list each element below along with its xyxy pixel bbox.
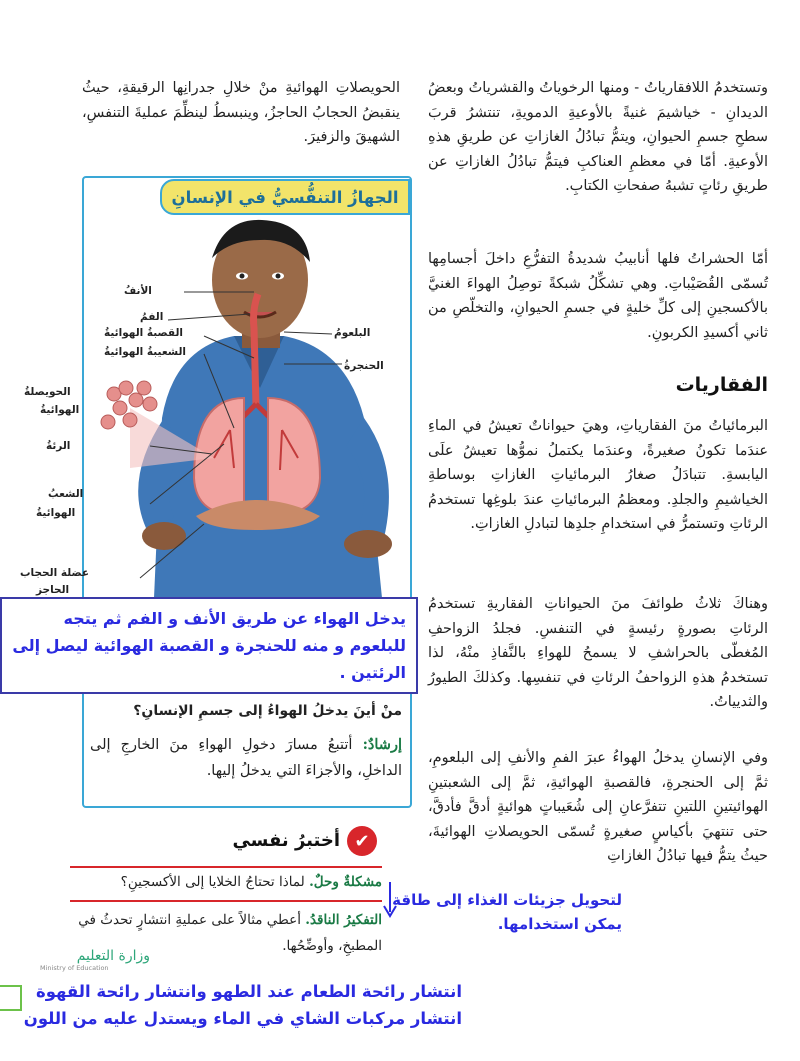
self-test-question-1	[70, 871, 382, 893]
respiratory-system-illustration	[84, 218, 410, 598]
label-diaphragm-line2: الحاجز	[36, 584, 70, 596]
label-larynx: الحنجرةُ	[344, 360, 384, 372]
label-bronchi-line1: الشعبُ	[48, 488, 84, 500]
paragraph-human-breathing: وفي الإنسانِ يدخلُ الهواءُ عبرَ الفمِ والأنفِ إلى البلعومِ، ثمَّ إلى الحنجرةِ، فالقصبةِ الهوائيةِ، ثمَّ إلى الشعبتينِ الهوائيتينِ اللتينِ تتفرَّعانِ إلى شُعَيباتٍ هوائيةٍ أدقَّ فأدقَّ، حتى تنتهيَ بأكياسٍ صغيرةٍ تُسمّى الحويصلاتِ الهوائيةَ، حيثُ يتمُّ فيها تبادُلُ الغازاتِ	[428, 750, 768, 864]
label-lung: الرئةُ	[46, 440, 71, 452]
label-alveolus-line2: الهوائيةُ	[40, 404, 80, 416]
q1-label: مشكلةٌ وحلٌ.	[309, 874, 382, 890]
q1-text: لماذا تحتاجُ الخلايا إلى الأكسجينِ؟	[120, 874, 305, 890]
figure-question: منْ أينَ يدخلُ الهواءُ إلى جسمِ الإنسانِ؟	[133, 703, 402, 719]
label-bronchiole: الشعيبةُ الهوائيةُ	[104, 346, 187, 358]
handwritten-answer-diffusion	[22, 978, 462, 1032]
ministry-logo-text: وزارة التعليم	[76, 948, 150, 964]
paragraph-invertebrates: وتستخدمُ اللافقارياتُ - ومنها الرخوياتُ والقشرياتُ وبعضُ الديدانِ - خياشيمَ غنيةً بالأوعيةِ الدمويةِ، تنتشرُ قربَ سطحِ جسمِ الحيوانِ، ويتمُّ تبادُلُ الغازاتِ عن طريقِ هذهِ الأوعيةِ. أمّا في معظمِ العناكبِ فيتمُّ تبادُلُ الغازاتِ عن طريقِ رئاتٍ تشبهُ صفحاتِ الكتابِ.	[428, 80, 768, 194]
q2-label: التفكيرُ الناقدُ.	[305, 912, 382, 928]
label-bronchi-line2: الهوائيةُ	[36, 507, 76, 519]
paragraph-insects: أمّا الحشراتُ فلها أنابيبُ شديدةُ التفرُّعِ داخلَ أجسامِها تُسمّى القُصَيْباتِ. وهي تشكِّلُ شبكةً توصِلُ الهواءَ الغنيَّ بالأكسجينِ إلى كلِّ خليةٍ في جسمِ الحيوانِ، والتخلّصِ من ثاني أكسيدِ الكربونِ.	[428, 251, 768, 341]
label-diaphragm-line1: عضلة الحجاب	[20, 567, 89, 579]
ministry-logo-sub: Ministry of Education	[40, 964, 109, 972]
label-mouth: الفمُ	[140, 311, 164, 323]
label-pharynx: البلعومُ	[334, 327, 371, 339]
paragraph-alveoli: الحويصلاتِ الهوائيةِ منْ خلالِ جدرانِها الرقيقةِ، حيثُ ينقبضُ الحجابُ الحاجزُ، وينبسطُ لينظِّمَ عمليةَ التنفسِ، الشهيقَ والزفيرَ.	[82, 80, 400, 145]
answer-diffusion-line1: انتشار رائحة الطعام عند الطهو وانتشار رائحة القهوة	[35, 982, 462, 1001]
answer-oxygen-line2: يمكن استخدامها.	[497, 915, 622, 933]
self-test-divider-top	[70, 866, 382, 868]
handwritten-answer-airway: يدخل الهواء عن طريق الأنف و الفم ثم يتجه للبلعوم و منه للحنجرة و القصبة الهوائية ليصل إلى الرئتين .	[12, 609, 406, 682]
handwritten-answer-oxygen	[374, 888, 622, 936]
label-trachea: القصبةُ الهوائيةُ	[104, 327, 184, 339]
ministry-logo	[40, 948, 150, 972]
figure-hint	[90, 732, 402, 784]
paragraph-vertebrate-classes: وهناكَ ثلاثُ طوائفَ منَ الحيواناتِ الفقاريةِ تستخدمُ الرئاتِ بصورةٍ رئيسةٍ في التنفسِ. فجلدُ الزواحفِ المُغطّى بالحراشفِ لا يسمحُ للهواءِ بالنَّفاذِ منْهُ، لذا تستخدمُ هذهِ الزواحفُ الرئاتِ في تنفسِها. وكذلكَ الطيورُ والثديياتُ.	[428, 596, 768, 710]
hint-label: إرشادٌ:	[362, 736, 402, 753]
answer-bracket	[0, 985, 22, 1011]
arrow-icon	[382, 880, 398, 920]
self-test-divider-middle	[70, 900, 382, 902]
checkmark-icon: ✔	[347, 826, 377, 856]
self-test-title: أختبرُ نفسي	[232, 830, 340, 851]
handwritten-answer-box	[0, 597, 418, 694]
paragraph-amphibians: البرمائياتُ منَ الفقارياتِ، وهيَ حيواناتٌ تعيشُ في الماءِ عندَما تكونُ صغيرةً، وعندَما يكتملُ نموُّها تعيشُ علَى اليابسةِ. تتبادَلُ صغارُ البرمائياتِ الغازاتِ بوساطةِ الخياشيمِ والجلدِ. ومعظمُ البرمائياتِ عندَ بلوغِها تستخدمُ الرئاتِ وتستمرُّ في استخدامِ جلدِها لتبادلِ الغازاتِ.	[428, 418, 768, 532]
hint-text: أتتبعُ مسارَ دخولِ الهواءِ منَ الخارجِ إلى الداخلِ، والأجزاءَ التي يدخلُ إليها.	[90, 737, 402, 779]
q2-text: أعطي مثالاً على عمليةِ انتشارٍ تحدثُ في المطبخِ، وأوضِّحُها.	[78, 912, 382, 954]
answer-diffusion-line2: انتشار مركبات الشاي في الماء ويستدل عليه من اللون	[23, 1009, 462, 1028]
heading-vertebrates: الفقاريات	[675, 374, 768, 396]
figure-title: الجهازُ التنفُّسيُّ في الإنسانِ	[160, 179, 410, 215]
label-alveolus-line1: الحويصلةُ	[24, 386, 71, 398]
label-nose: الأنفُ	[124, 285, 152, 297]
answer-oxygen-line1: لتحويل جزيئات الغذاء إلى طاقة	[392, 891, 622, 909]
